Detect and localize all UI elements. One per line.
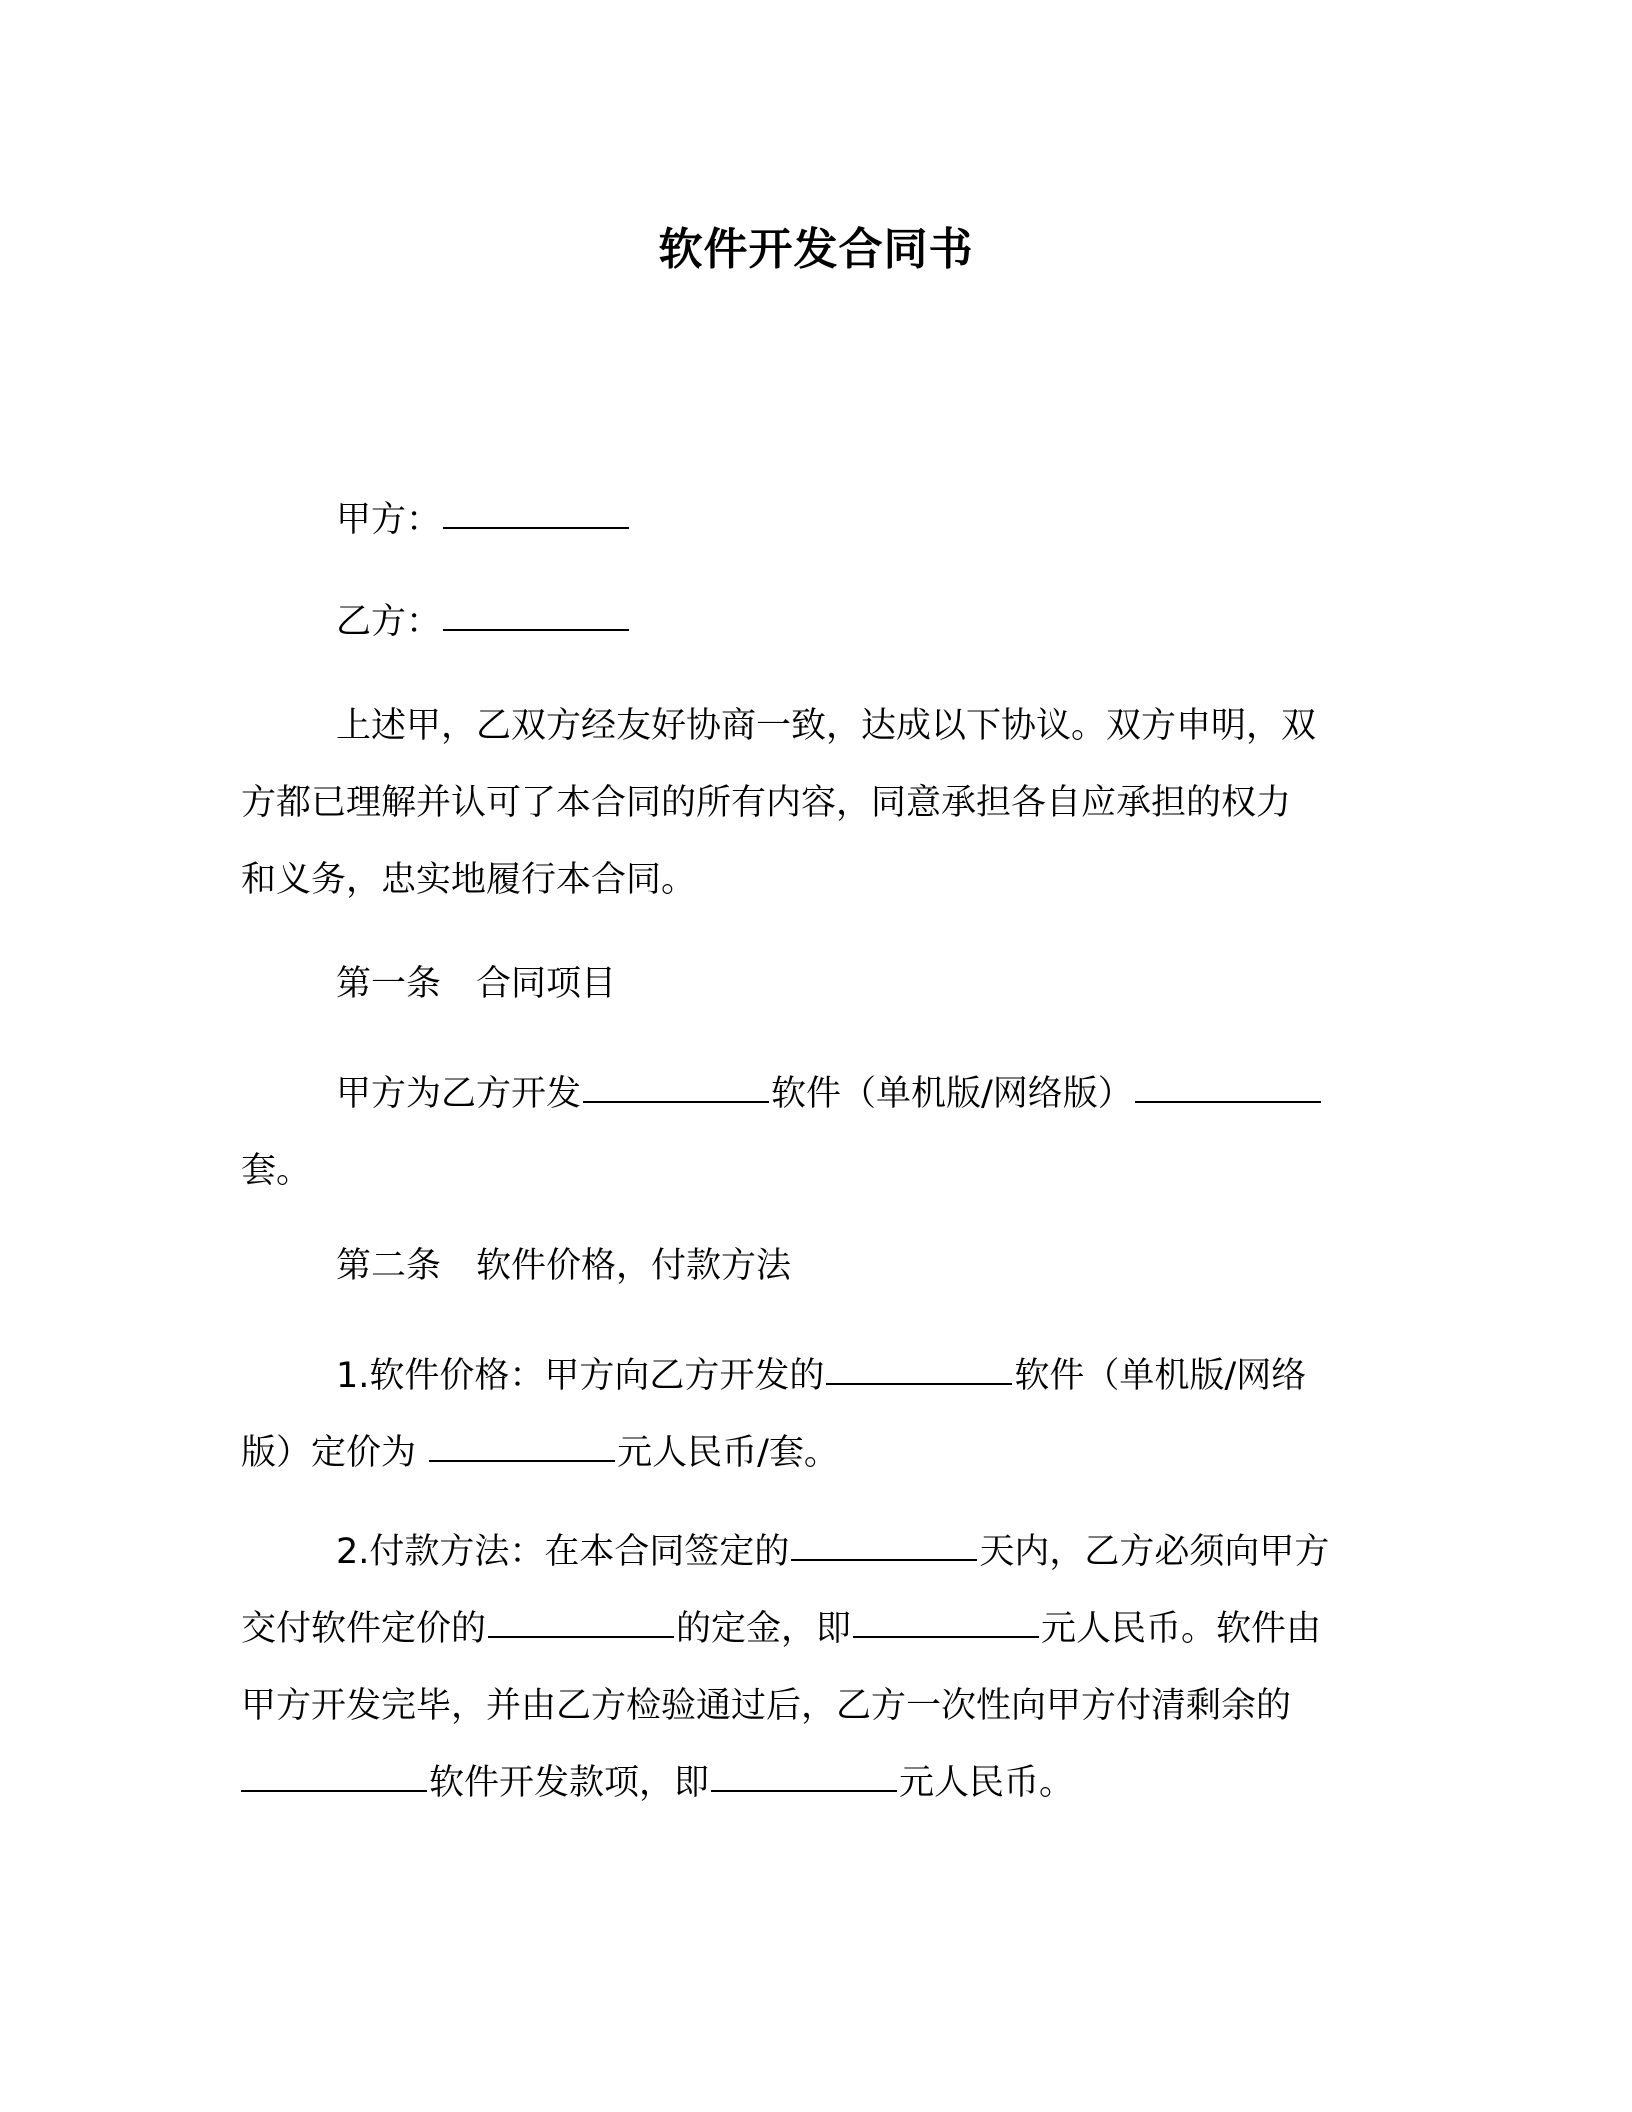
article-2-item-1 <box>241 1338 1381 1492</box>
item-2-deposit-amount-blank <box>853 1635 1039 1638</box>
item-2-text-a: 2.付款方法：在本合同签定的 <box>336 1532 790 1572</box>
item-1-price-blank <box>429 1459 615 1462</box>
item-1-software-blank <box>826 1382 1012 1385</box>
party-b-label: 乙方： <box>336 602 442 642</box>
party-a-blank <box>443 526 629 529</box>
item-1-text-d: 元人民币/套。 <box>617 1433 839 1473</box>
quantity-blank <box>1135 1100 1321 1103</box>
article-2-heading: 第二条 软件价格，付款方法 <box>336 1246 792 1286</box>
item-2-days-blank <box>791 1558 977 1561</box>
article-1-body <box>241 1056 1381 1210</box>
software-name-blank <box>583 1100 769 1103</box>
item-1-text-b: 软件（单机版/网络 <box>1014 1356 1307 1396</box>
document-title: 软件开发合同书 <box>658 224 974 275</box>
item-1-text-a: 1.软件价格：甲方向乙方开发的 <box>336 1356 825 1396</box>
party-b-blank <box>443 628 629 631</box>
intro-line-2: 方都已理解并认可了本合同的所有内容，同意承担各自应承担的权力 <box>241 783 1292 823</box>
intro-line-1: 上述甲，乙双方经友好协商一致，达成以下协议。双方申明，双 <box>336 706 1317 746</box>
intro-line-3: 和义务，忠实地履行本合同。 <box>241 860 697 900</box>
article-1-text-a: 甲方为乙方开发 <box>336 1074 582 1114</box>
item-2-text-e: 元人民币。软件由 <box>1041 1609 1322 1649</box>
item-2-remaining-blank <box>241 1789 427 1792</box>
item-2-text-h: 元人民币。 <box>899 1763 1075 1803</box>
article-2-item-2 <box>241 1514 1381 1822</box>
party-a-line <box>241 482 1381 559</box>
item-2-text-f: 甲方开发完毕，并由乙方检验通过后，乙方一次性向甲方付清剩余的 <box>241 1686 1292 1726</box>
article-1-text-c: 套。 <box>241 1151 312 1191</box>
item-2-text-c: 交付软件定价的 <box>241 1609 487 1649</box>
item-2-text-g: 软件开发款项，即 <box>429 1763 710 1803</box>
article-1-heading: 第一条 合同项目 <box>336 964 617 1004</box>
item-2-deposit-ratio-blank <box>488 1635 674 1638</box>
item-1-text-c: 版）定价为 <box>241 1433 428 1473</box>
intro-paragraph <box>241 688 1381 919</box>
party-a-label: 甲方： <box>336 500 442 540</box>
article-1-text-b: 软件（单机版/网络版） <box>771 1074 1133 1114</box>
party-b-line <box>241 584 1381 661</box>
item-2-text-b: 天内，乙方必须向甲方 <box>979 1532 1330 1572</box>
item-2-remaining-amount-blank <box>711 1789 897 1792</box>
item-2-text-d: 的定金，即 <box>676 1609 852 1649</box>
